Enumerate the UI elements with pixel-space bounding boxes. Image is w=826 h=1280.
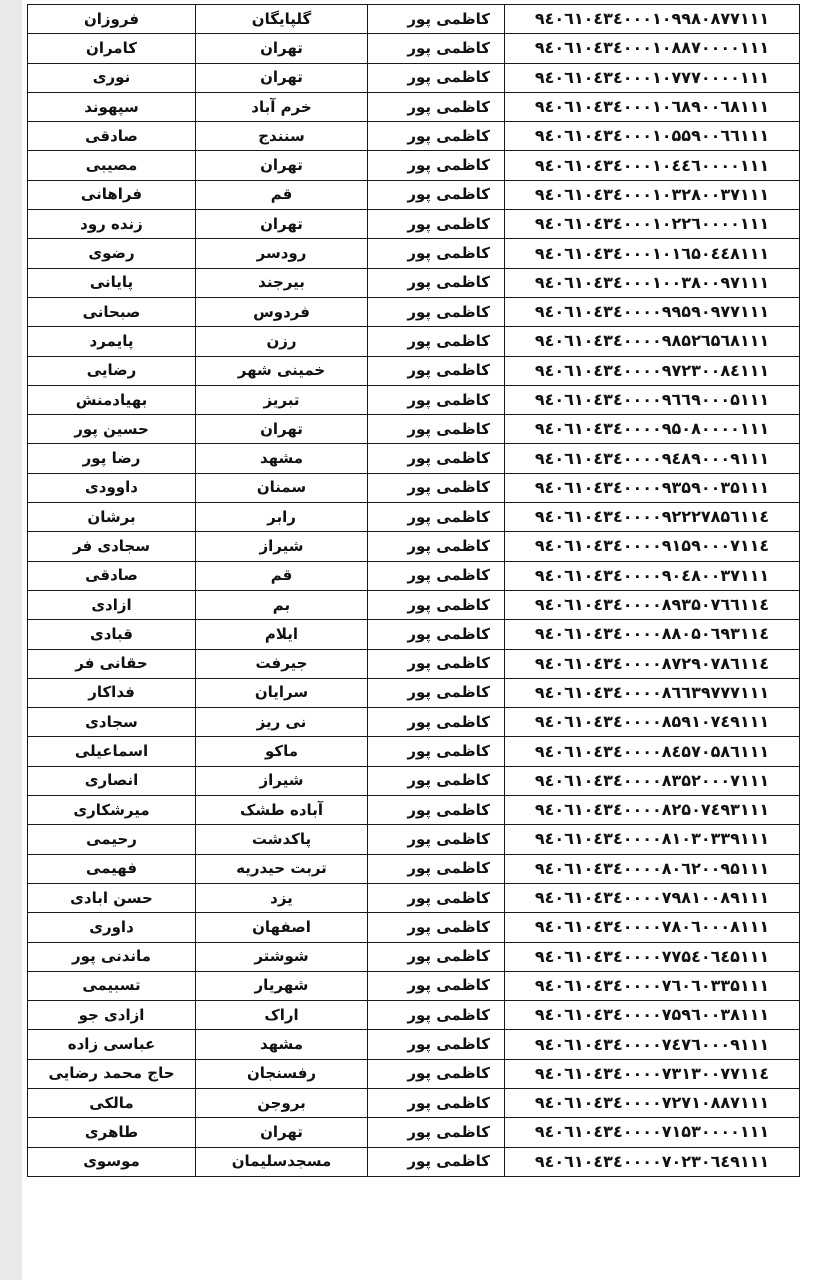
family-name-cell: کاظمی پور: [368, 503, 505, 532]
family-name-cell: کاظمی پور: [368, 708, 505, 737]
city-cell: شوشتر: [196, 942, 368, 971]
last-name-cell: صبحانی: [28, 297, 196, 326]
city-cell: تهران: [196, 210, 368, 239]
last-name-cell: مصیبی: [28, 151, 196, 180]
city-cell: تهران: [196, 1118, 368, 1147]
city-cell: تهران: [196, 34, 368, 63]
last-name-cell: حاج محمد رضایی: [28, 1059, 196, 1088]
family-name-cell: کاظمی پور: [368, 92, 505, 121]
table-row: [28, 473, 800, 502]
record-number-cell: ۹٤۰٦۱۰٤۳٤۰۰۰۱۰٦۸۹۰۰٦۸۱۱۱: [505, 92, 800, 121]
family-name-cell: کاظمی پور: [368, 5, 505, 34]
family-name-cell: کاظمی پور: [368, 444, 505, 473]
city-cell: مشهد: [196, 444, 368, 473]
family-name-cell: کاظمی پور: [368, 34, 505, 63]
record-number-cell: ۹٤۰٦۱۰٤۳٤۰۰۰۰۸٤۵۷۰۵۸٦۱۱۱: [505, 737, 800, 766]
table-row: [28, 737, 800, 766]
family-name-cell: کاظمی پور: [368, 415, 505, 444]
city-cell: یزد: [196, 883, 368, 912]
table-row: [28, 825, 800, 854]
table-row: [28, 1147, 800, 1176]
table-row: [28, 649, 800, 678]
city-cell: بم: [196, 590, 368, 619]
table-row: [28, 913, 800, 942]
family-name-cell: کاظمی پور: [368, 590, 505, 619]
table-row: [28, 766, 800, 795]
record-number-cell: ۹٤۰٦۱۰٤۳٤۰۰۰۱۰۵۵۹۰۰٦٦۱۱۱: [505, 122, 800, 151]
table-row: [28, 5, 800, 34]
city-cell: مشهد: [196, 1030, 368, 1059]
record-number-cell: ۹٤۰٦۱۰٤۳٤۰۰۰۰۹۹۵۹۰۹۷۷۱۱۱: [505, 297, 800, 326]
table-row: [28, 122, 800, 151]
family-name-cell: کاظمی پور: [368, 971, 505, 1000]
family-name-cell: کاظمی پور: [368, 63, 505, 92]
family-name-cell: کاظمی پور: [368, 1059, 505, 1088]
record-number-cell: ۹٤۰٦۱۰٤۳٤۰۰۰۰۹۷۲۳۰۰۸٤۱۱۱: [505, 356, 800, 385]
last-name-cell: رضا پور: [28, 444, 196, 473]
city-cell: آباده طشک: [196, 796, 368, 825]
record-number-cell: ۹٤۰٦۱۰٤۳٤۰۰۰۱۰۹۹۸۰۸۷۷۱۱۱: [505, 5, 800, 34]
table-row: [28, 63, 800, 92]
last-name-cell: فداکار: [28, 678, 196, 707]
family-name-cell: کاظمی پور: [368, 532, 505, 561]
last-name-cell: سجادی فر: [28, 532, 196, 561]
city-cell: ماکو: [196, 737, 368, 766]
city-cell: رابر: [196, 503, 368, 532]
family-name-cell: کاظمی پور: [368, 1001, 505, 1030]
city-cell: قم: [196, 180, 368, 209]
last-name-cell: رضایی: [28, 356, 196, 385]
table-row: [28, 796, 800, 825]
last-name-cell: حسن ابادی: [28, 883, 196, 912]
record-number-cell: ۹٤۰٦۱۰٤۳٤۰۰۰۱۰۳۲۸۰۰۳۷۱۱۱: [505, 180, 800, 209]
city-cell: تهران: [196, 151, 368, 180]
table-row: [28, 1059, 800, 1088]
family-name-cell: کاظمی پور: [368, 151, 505, 180]
family-name-cell: کاظمی پور: [368, 678, 505, 707]
family-name-cell: کاظمی پور: [368, 268, 505, 297]
record-number-cell: ۹٤۰٦۱۰٤۳٤۰۰۰۰۷۷۵٤۰٦٤۵۱۱۱: [505, 942, 800, 971]
family-name-cell: کاظمی پور: [368, 1147, 505, 1176]
table-row: [28, 1118, 800, 1147]
table-row: [28, 590, 800, 619]
last-name-cell: قبادی: [28, 620, 196, 649]
city-cell: تهران: [196, 63, 368, 92]
table-row: [28, 532, 800, 561]
table-row: [28, 1030, 800, 1059]
city-cell: مسجدسلیمان: [196, 1147, 368, 1176]
city-cell: شهریار: [196, 971, 368, 1000]
last-name-cell: موسوی: [28, 1147, 196, 1176]
family-name-cell: کاظمی پور: [368, 1030, 505, 1059]
city-cell: نی ریز: [196, 708, 368, 737]
city-cell: بیرجند: [196, 268, 368, 297]
city-cell: گلپایگان: [196, 5, 368, 34]
record-number-cell: ۹٤۰٦۱۰٤۳٤۰۰۰۰۸۵۹۱۰۷٤۹۱۱۱: [505, 708, 800, 737]
family-name-cell: کاظمی پور: [368, 796, 505, 825]
table-row: [28, 239, 800, 268]
record-number-cell: ۹٤۰٦۱۰٤۳٤۰۰۰۱۰۲۲٦۰۰۰۰۱۱۱: [505, 210, 800, 239]
last-name-cell: طاهری: [28, 1118, 196, 1147]
family-name-cell: کاظمی پور: [368, 180, 505, 209]
city-cell: فردوس: [196, 297, 368, 326]
last-name-cell: بهیادمنش: [28, 385, 196, 414]
last-name-cell: برشان: [28, 503, 196, 532]
last-name-cell: تسبیمی: [28, 971, 196, 1000]
table-row: [28, 503, 800, 532]
record-number-cell: ۹٤۰٦۱۰٤۳٤۰۰۰۰۸۷۲۹۰۷۸٦۱۱٤: [505, 649, 800, 678]
family-name-cell: کاظمی پور: [368, 737, 505, 766]
record-number-cell: ۹٤۰٦۱۰٤۳٤۰۰۰۱۰۸۸۷۰۰۰۰۱۱۱: [505, 34, 800, 63]
city-cell: جیرفت: [196, 649, 368, 678]
record-number-cell: ۹٤۰٦۱۰٤۳٤۰۰۰۰۷٤۷٦۰۰۰۹۱۱۱: [505, 1030, 800, 1059]
record-number-cell: ۹٤۰٦۱۰٤۳٤۰۰۰۰۸٦٦۳۹۷۷۷۱۱۱: [505, 678, 800, 707]
family-name-cell: کاظمی پور: [368, 913, 505, 942]
family-name-cell: کاظمی پور: [368, 1088, 505, 1117]
city-cell: رودسر: [196, 239, 368, 268]
table-row: [28, 708, 800, 737]
city-cell: اصفهان: [196, 913, 368, 942]
record-number-cell: ۹٤۰٦۱۰٤۳٤۰۰۰۰۷۸۰٦۰۰۰۸۱۱۱: [505, 913, 800, 942]
city-cell: سنندج: [196, 122, 368, 151]
city-cell: پاکدشت: [196, 825, 368, 854]
last-name-cell: سجادی: [28, 708, 196, 737]
family-name-cell: کاظمی پور: [368, 210, 505, 239]
last-name-cell: فروزان: [28, 5, 196, 34]
last-name-cell: نوری: [28, 63, 196, 92]
city-cell: اراک: [196, 1001, 368, 1030]
record-number-cell: ۹٤۰٦۱۰٤۳٤۰۰۰۰۷۳۱۳۰۰۷۷۱۱٤: [505, 1059, 800, 1088]
table-row: [28, 92, 800, 121]
table-row: [28, 854, 800, 883]
record-number-cell: ۹٤۰٦۱۰٤۳٤۰۰۰۱۰۰۳۸۰۰۹۷۱۱۱: [505, 268, 800, 297]
last-name-cell: ماندنی پور: [28, 942, 196, 971]
city-cell: شیراز: [196, 766, 368, 795]
table-row: [28, 268, 800, 297]
city-cell: شیراز: [196, 532, 368, 561]
record-number-cell: ۹٤۰٦۱۰٤۳٤۰۰۰۰۹۱۵۹۰۰۰۷۱۱٤: [505, 532, 800, 561]
table-row: [28, 210, 800, 239]
page-left-margin: [0, 0, 22, 1280]
table-row: [28, 971, 800, 1000]
last-name-cell: صادقی: [28, 122, 196, 151]
last-name-cell: حسین پور: [28, 415, 196, 444]
family-name-cell: کاظمی پور: [368, 825, 505, 854]
record-number-cell: ۹٤۰٦۱۰٤۳٤۰۰۰۰۹۲۲۲۷۸۵٦۱۱٤: [505, 503, 800, 532]
table-row: [28, 1001, 800, 1030]
family-name-cell: کاظمی پور: [368, 942, 505, 971]
record-number-cell: ۹٤۰٦۱۰٤۳٤۰۰۰۱۰۷۷۷۰۰۰۰۱۱۱: [505, 63, 800, 92]
record-number-cell: ۹٤۰٦۱۰٤۳٤۰۰۰۰۹۵۰۸۰۰۰۰۱۱۱: [505, 415, 800, 444]
table-row: [28, 1088, 800, 1117]
record-number-cell: ۹٤۰٦۱۰٤۳٤۰۰۰۰۷٦۰٦۰۳۳۵۱۱۱: [505, 971, 800, 1000]
record-number-cell: ۹٤۰٦۱۰٤۳٤۰۰۰۱۰٤٤٦۰۰۰۰۱۱۱: [505, 151, 800, 180]
last-name-cell: داوری: [28, 913, 196, 942]
last-name-cell: داوودی: [28, 473, 196, 502]
record-number-cell: ۹٤۰٦۱۰٤۳٤۰۰۰۰۹۰٤۸۰۰۳۷۱۱۱: [505, 561, 800, 590]
record-number-cell: ۹٤۰٦۱۰٤۳٤۰۰۰۰۸۳۵۲۰۰۰۷۱۱۱: [505, 766, 800, 795]
family-name-cell: کاظمی پور: [368, 239, 505, 268]
record-number-cell: ۹٤۰٦۱۰٤۳٤۰۰۰۰۷۰۲۳۰٦٤۹۱۱۱: [505, 1147, 800, 1176]
family-name-cell: کاظمی پور: [368, 561, 505, 590]
record-number-cell: ۹٤۰٦۱۰٤۳٤۰۰۰۰۷۱۵۳۰۰۰۰۱۱۱: [505, 1118, 800, 1147]
family-name-cell: کاظمی پور: [368, 297, 505, 326]
last-name-cell: رحیمی: [28, 825, 196, 854]
records-table: [27, 4, 800, 1177]
family-name-cell: کاظمی پور: [368, 327, 505, 356]
last-name-cell: زنده رود: [28, 210, 196, 239]
last-name-cell: رضوی: [28, 239, 196, 268]
last-name-cell: پایانی: [28, 268, 196, 297]
city-cell: رزن: [196, 327, 368, 356]
record-number-cell: ۹٤۰٦۱۰٤۳٤۰۰۰۰۹۸۵۲٦۵٦۸۱۱۱: [505, 327, 800, 356]
table-row: [28, 942, 800, 971]
family-name-cell: کاظمی پور: [368, 620, 505, 649]
record-number-cell: ۹٤۰٦۱۰٤۳٤۰۰۰۰۹۳۵۹۰۰۳۵۱۱۱: [505, 473, 800, 502]
record-number-cell: ۹٤۰٦۱۰٤۳٤۰۰۰۰۸۹۳۵۰۷٦٦۱۱٤: [505, 590, 800, 619]
table-row: [28, 297, 800, 326]
table-row: [28, 34, 800, 63]
family-name-cell: کاظمی پور: [368, 854, 505, 883]
city-cell: قم: [196, 561, 368, 590]
city-cell: رفسنجان: [196, 1059, 368, 1088]
table-row: [28, 356, 800, 385]
last-name-cell: میرشکاری: [28, 796, 196, 825]
table-row: [28, 883, 800, 912]
last-name-cell: اسماعیلی: [28, 737, 196, 766]
family-name-cell: کاظمی پور: [368, 385, 505, 414]
last-name-cell: عباسی زاده: [28, 1030, 196, 1059]
table-row: [28, 180, 800, 209]
document-sheet: [22, 0, 826, 1280]
table-row: [28, 415, 800, 444]
city-cell: سمنان: [196, 473, 368, 502]
records-table-body: [28, 5, 800, 1177]
last-name-cell: ازادی: [28, 590, 196, 619]
city-cell: خمینی شهر: [196, 356, 368, 385]
last-name-cell: حقانی فر: [28, 649, 196, 678]
table-row: [28, 151, 800, 180]
city-cell: تبریز: [196, 385, 368, 414]
last-name-cell: انصاری: [28, 766, 196, 795]
family-name-cell: کاظمی پور: [368, 766, 505, 795]
last-name-cell: فراهانی: [28, 180, 196, 209]
last-name-cell: سپهوند: [28, 92, 196, 121]
record-number-cell: ۹٤۰٦۱۰٤۳٤۰۰۰۰۸۱۰۳۰۳۳۹۱۱۱: [505, 825, 800, 854]
family-name-cell: کاظمی پور: [368, 649, 505, 678]
family-name-cell: کاظمی پور: [368, 1118, 505, 1147]
last-name-cell: مالکی: [28, 1088, 196, 1117]
record-number-cell: ۹٤۰٦۱۰٤۳٤۰۰۰۰۹٦٦۹۰۰۰۵۱۱۱: [505, 385, 800, 414]
record-number-cell: ۹٤۰٦۱۰٤۳٤۰۰۰۰۷۲۷۱۰۸۸۷۱۱۱: [505, 1088, 800, 1117]
city-cell: بروجن: [196, 1088, 368, 1117]
table-row: [28, 444, 800, 473]
last-name-cell: کامران: [28, 34, 196, 63]
city-cell: ایلام: [196, 620, 368, 649]
record-number-cell: ۹٤۰٦۱۰٤۳٤۰۰۰۰۸۸۰۵۰٦۹۳۱۱٤: [505, 620, 800, 649]
table-row: [28, 385, 800, 414]
table-row: [28, 327, 800, 356]
table-row: [28, 561, 800, 590]
last-name-cell: پایمرد: [28, 327, 196, 356]
family-name-cell: کاظمی پور: [368, 122, 505, 151]
record-number-cell: ۹٤۰٦۱۰٤۳٤۰۰۰۰۸۰٦۲۰۰۹۵۱۱۱: [505, 854, 800, 883]
last-name-cell: فهیمی: [28, 854, 196, 883]
record-number-cell: ۹٤۰٦۱۰٤۳٤۰۰۰۰۷۵۹٦۰۰۳۸۱۱۱: [505, 1001, 800, 1030]
last-name-cell: صادقی: [28, 561, 196, 590]
family-name-cell: کاظمی پور: [368, 473, 505, 502]
record-number-cell: ۹٤۰٦۱۰٤۳٤۰۰۰۰۷۹۸۱۰۰۸۹۱۱۱: [505, 883, 800, 912]
last-name-cell: ازادی جو: [28, 1001, 196, 1030]
record-number-cell: ۹٤۰٦۱۰٤۳٤۰۰۰۰۹٤۸۹۰۰۰۹۱۱۱: [505, 444, 800, 473]
city-cell: سرایان: [196, 678, 368, 707]
record-number-cell: ۹٤۰٦۱۰٤۳٤۰۰۰۱۰۱٦۵۰٤٤۸۱۱۱: [505, 239, 800, 268]
city-cell: تهران: [196, 415, 368, 444]
table-row: [28, 620, 800, 649]
table-row: [28, 678, 800, 707]
city-cell: خرم آباد: [196, 92, 368, 121]
city-cell: تربت حیدریه: [196, 854, 368, 883]
family-name-cell: کاظمی پور: [368, 356, 505, 385]
record-number-cell: ۹٤۰٦۱۰٤۳٤۰۰۰۰۸۲۵۰۷٤۹۳۱۱۱: [505, 796, 800, 825]
family-name-cell: کاظمی پور: [368, 883, 505, 912]
